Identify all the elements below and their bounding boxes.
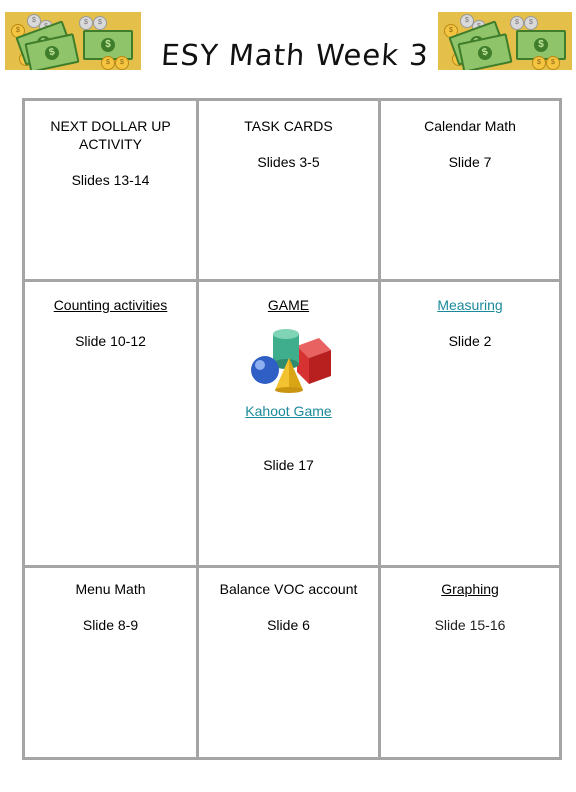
cell-game (199, 282, 381, 568)
cell-next-dollar-up (22, 98, 199, 282)
silver-coin-icon: $ (460, 14, 474, 28)
activity-grid (22, 98, 562, 760)
measuring-link[interactable]: Measuring (437, 297, 503, 313)
kahoot-game-link[interactable]: Kahoot Game (245, 403, 332, 419)
cell-heading: GAME (267, 297, 310, 313)
gold-coin-icon: $ (115, 56, 129, 70)
cell-measuring (381, 282, 562, 568)
gold-coin-icon: $ (101, 56, 115, 70)
cell-heading: NEXT DOLLAR UP ACTIVITY (50, 118, 171, 152)
cell-menu-math (22, 568, 199, 760)
gold-coin-icon: $ (444, 24, 458, 38)
silver-coin-icon: $ (510, 16, 524, 30)
cell-heading: Calendar Math (424, 118, 516, 134)
gold-coin-icon: $ (546, 56, 560, 70)
dollar-bill-icon: $ (457, 33, 512, 70)
silver-coin-icon: $ (93, 16, 107, 30)
cell-heading: Counting activities (53, 297, 168, 313)
cell-balance-voc (199, 568, 381, 760)
cell-detail: Slide 7 (448, 154, 492, 170)
dollar-bill-icon: $ (516, 30, 566, 60)
silver-coin-icon: $ (27, 14, 41, 28)
silver-coin-icon: $ (524, 16, 538, 30)
cell-counting-activities (22, 282, 199, 568)
cell-heading: Balance VOC account (219, 581, 358, 597)
gold-coin-icon: $ (532, 56, 546, 70)
cell-task-cards (199, 98, 381, 282)
cell-detail: Slide 2 (448, 333, 492, 349)
money-banner-right (438, 12, 572, 70)
cell-detail: Slide 10-12 (75, 333, 146, 349)
dollar-bill-icon: $ (24, 33, 79, 70)
cell-calendar-math (381, 98, 562, 282)
cell-detail: Slide 8-9 (82, 617, 139, 633)
cell-heading: Menu Math (75, 581, 146, 597)
cell-detail: Slide 17 (263, 457, 314, 473)
money-banner-left (5, 12, 141, 70)
geometric-shapes-icon (247, 328, 333, 394)
page-title: ESY Math Week 3 (160, 38, 430, 72)
dollar-bill-icon: $ (83, 30, 133, 60)
cell-detail: Slides 3-5 (257, 154, 320, 170)
cell-graphing (381, 568, 562, 760)
silver-coin-icon: $ (79, 16, 93, 30)
cell-detail: Slide 15-16 (434, 617, 506, 633)
cell-heading: TASK CARDS (244, 118, 333, 134)
cell-detail: Slide 6 (267, 617, 310, 633)
cell-detail: Slides 13-14 (71, 172, 150, 188)
cell-heading: Graphing (441, 581, 499, 597)
gold-coin-icon: $ (11, 24, 25, 38)
